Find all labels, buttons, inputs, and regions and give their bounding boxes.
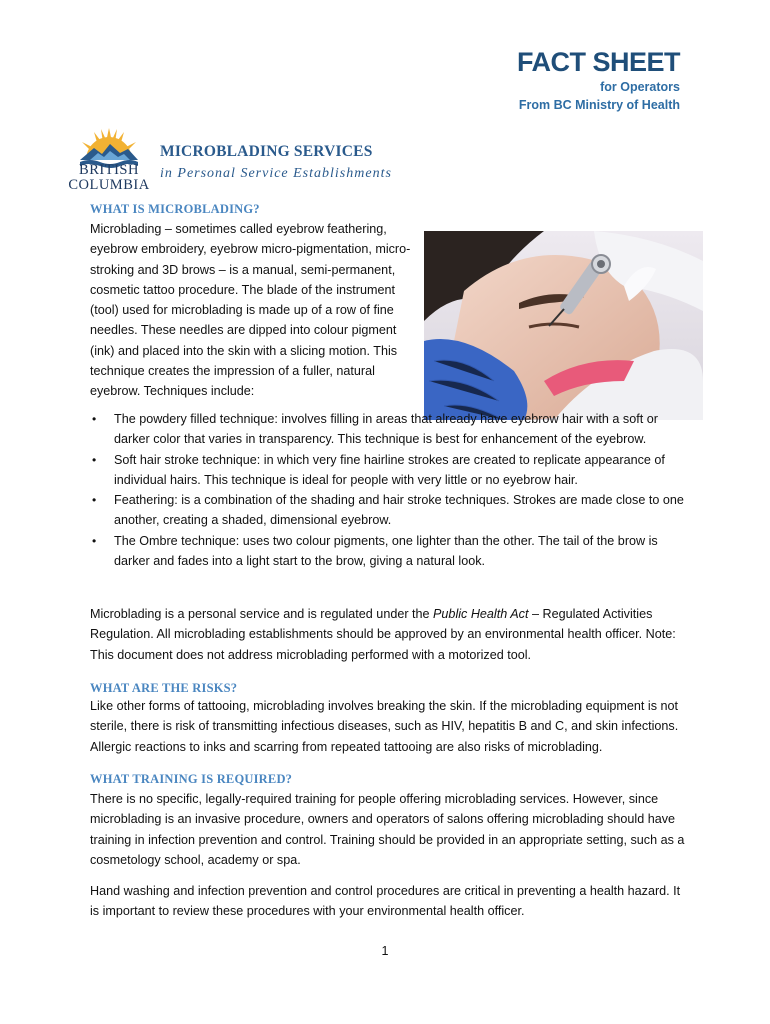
heading-what-is: WHAT IS MICROBLADING? <box>90 202 260 216</box>
training-paragraph: There is no specific, legally-required training for people offering microblading services. However, since microblading is an invasive procedure, owners and operators of salons offering microblading should have training in infection prevention and control. Training should be provided in an appropriate setting, such as a cosmetology school, academy or spa. <box>90 792 685 867</box>
logo-line-2: COLUMBIA <box>68 177 150 193</box>
page-number: 1 <box>381 944 389 958</box>
act-name: Public Health Act <box>433 607 529 621</box>
bullet-icon: • <box>92 452 97 467</box>
logo-line-1: BRITISH <box>79 162 139 178</box>
regulation-paragraph <box>90 604 685 665</box>
bullet-text: The powdery filled technique: involves filling in areas that already have eyebrow hair with a soft or darker color that varies in transparency. This technique is best for enhancement of the eyebrow. <box>114 412 658 447</box>
regulation-text-start: Microblading is a personal service and is regulated under the <box>90 607 434 621</box>
regulation-text-end: – Regulated Activities Regulation. All microblading establishments should be approved by an environmental health officer. Note: This document does not address microblading performed with a motorized tool. <box>90 607 676 662</box>
document-title: MICROBLADING SERVICES <box>160 143 373 160</box>
list-item <box>90 409 690 450</box>
audience-line: for Operators <box>600 80 680 94</box>
bullet-text: The Ombre technique: uses two colour pigments, one lighter than the other. The tail of the brow is darker and fades into a light start to the brow, giving a natural look. <box>114 533 658 569</box>
source-line: From BC Ministry of Health <box>518 98 680 112</box>
heading-risks: WHAT ARE THE RISKS? <box>90 681 238 695</box>
heading-training: WHAT TRAINING IS REQUIRED? <box>90 772 293 786</box>
document-header <box>517 46 680 114</box>
microblading-photo <box>424 231 703 420</box>
hand-washing-paragraph: Hand washing and infection prevention and control procedures are critical in preventing a health hazard. It is important to review these procedures with your environmental health officer. <box>90 884 681 919</box>
list-item <box>90 450 690 491</box>
bullet-text: Feathering: is a combination of the shading and hair stroke techniques. Strokes are made close to one another, creating a shaded, dimensional eyebrow. <box>114 493 684 528</box>
document-subtitle: in Personal Service Establishments <box>160 166 392 181</box>
bullet-icon: • <box>92 493 97 508</box>
bullet-icon: • <box>92 533 97 548</box>
list-item <box>90 531 690 572</box>
fact-sheet-title: FACT SHEET <box>516 47 680 77</box>
bullet-text: Soft hair stroke technique: in which very fine hairline strokes are created to replicate appearance of individual hairs. This technique is ideal for people with very little or no eyebrow hair. <box>114 452 665 487</box>
risks-paragraph: Like other forms of tattooing, microblading involves breaking the skin. If the microblading equipment is not sterile, there is risk of transmitting infectious diseases, such as HIV, hepatitis B and C, and skin infections. Allergic reactions to inks and scarring from repeated tattooing are also risks of microblading. <box>90 699 679 754</box>
list-item <box>90 490 690 531</box>
intro-paragraph: Microblading – sometimes called eyebrow feathering, eyebrow embroidery, eyebrow micro-pigmentation, micro-stroking and 3D brows – is a manual, semi-permanent, cosmetic tattoo procedure. The blade of the instrument (tool) used for microblading is made up of a row of fine needles. These needles are dipped into colour pigment (ink) and placed into the skin with a slicing motion. This technique creates the impression of a fuller, natural eyebrow. Techniques include: <box>90 222 411 399</box>
technique-list <box>90 409 690 571</box>
bullet-icon: • <box>92 412 97 426</box>
logo-wordmark <box>66 163 152 193</box>
